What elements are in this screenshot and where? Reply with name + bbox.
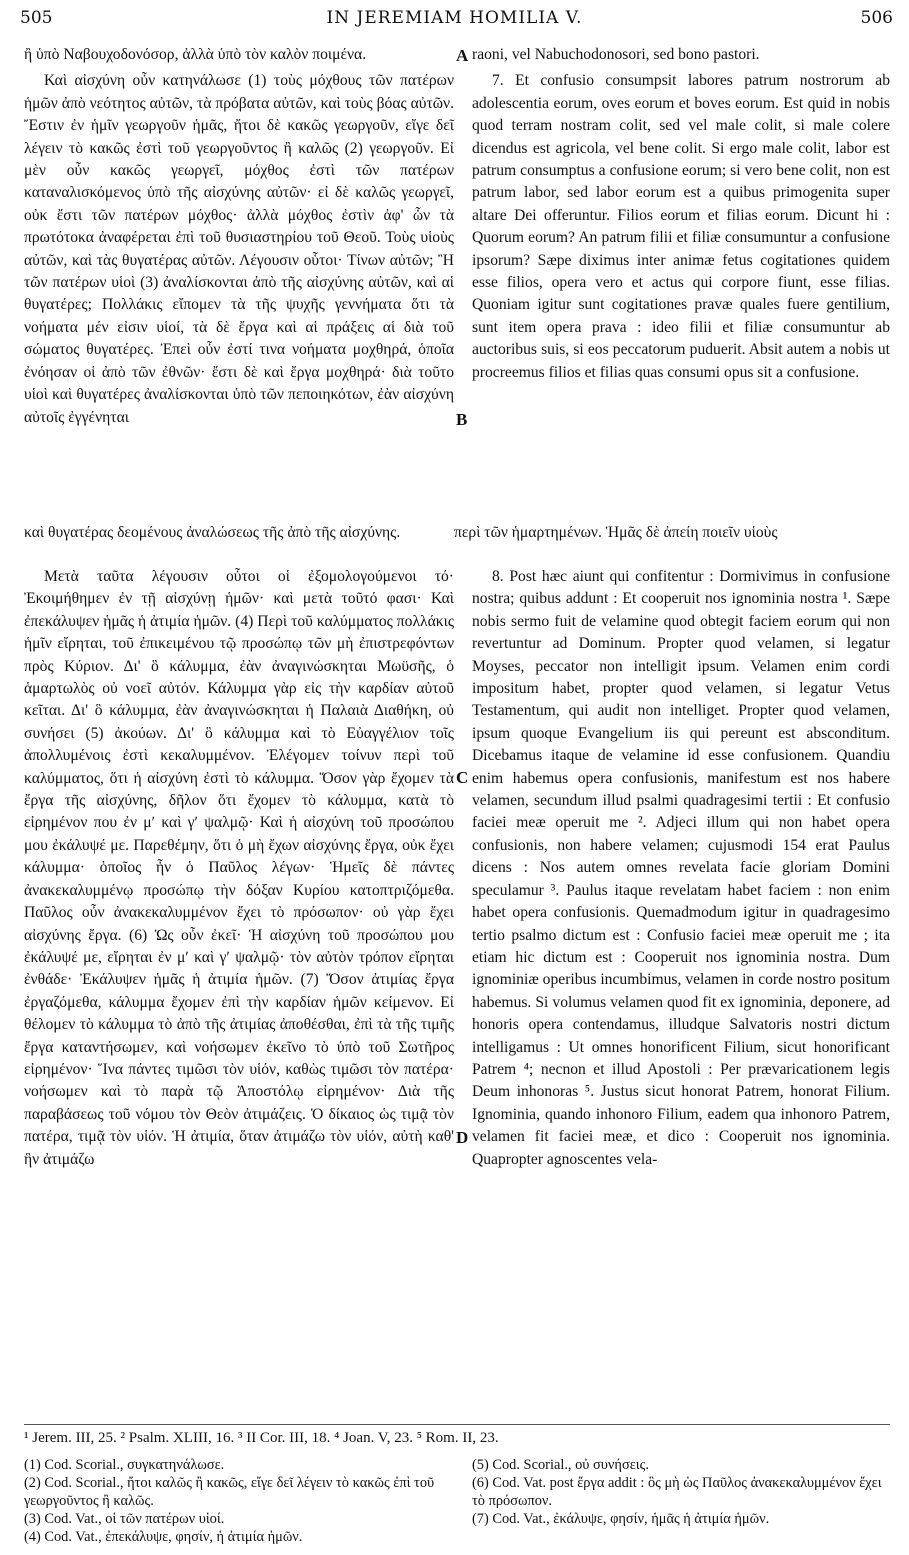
- footnote: (4) Cod. Vat., ἐπεκάλυψε, φησίν, ἡ ἀτιμία ἡμῶν.: [24, 1529, 303, 1545]
- latin-column-lower: [472, 566, 890, 1175]
- footnotes-right: [472, 1456, 890, 1528]
- margin-letter-a: A: [456, 46, 469, 65]
- greek-paragraph-1: ἢ ὑπὸ Ναβουχοδονόσορ, ἀλλὰ ὑπὸ τὸν καλὸν ποιμένα.: [24, 46, 367, 63]
- footnote-rule: [24, 1424, 890, 1425]
- latin-column: [472, 44, 890, 388]
- footnote: (5) Cod. Scorial., οὐ συνήσεις.: [472, 1457, 649, 1473]
- greek-column-lower: [24, 566, 454, 1175]
- footnote: (1) Cod. Scorial., συγκατηνάλωσε.: [24, 1457, 225, 1473]
- footnote: (2) Cod. Scorial., ἤτοι καλῶς ἢ κακῶς, εἴγε δεῖ λέγειν τὸ κακῶς ἐπὶ τοῦ γεωργοῦντος ἢ καλῶς.: [24, 1475, 435, 1509]
- footnotes-left: [24, 1456, 454, 1546]
- margin-letter-d: D: [456, 1128, 469, 1147]
- bridge-line: [24, 522, 890, 544]
- page-number-right: 506: [860, 8, 893, 28]
- running-header: [0, 6, 909, 36]
- latin-paragraph-2: 7. Et confusio consumpsit labores patrum nostrorum ab adolescentia eorum, oves eorum et boves eorum. Est quid in nobis quod terram nostram colit, sed vel male colit, si male colere dicendus est agricola, vel bene colit. Si ergo male colit, labor est patrum consumptus a confusione eorum; si vero bene colit, non est patrum labor, sed labor eorum est a quibus primogenita super altare Dei offeruntur. Filios eorum et filias eorum. Dicunt hi : Quorum eorum? An patrum filii et filiæ consumuntur a confusione ipsorum? Sæpe diximus inter animæ fetus cogitationes quidem esse filios, opera vero et actus qui corpore fiunt, esse filias. Quoniam igitur sunt cogitationes pravæ quales fuere gentilium, sunt item opera prava : ideo filii et filiæ consumuntur ab auctoribus suis, si eos peccatorum puduerit. Absit autem a nobis ut procreemus filios et filias quas consumi opus sit a confusione.: [472, 72, 890, 381]
- greek-paragraph-2: Καὶ αἰσχύνη οὖν κατηνάλωσε (1) τοὺς μόχθους τῶν πατέρων ἡμῶν ἀπὸ νεότητος αὐτῶν, τὰ πρόβατα αὐτῶν, καὶ τοὺς βόας αὐτῶν. Ἔστιν ἐν ἡμῖν γεωργοῦν ἡμᾶς, ἤτοι δὲ κακῶς γεωργοῦν, εἴγε δεῖ λέγειν τὸ κακῶς ἐστὶ τοῦ γεωργοῦντος ἢ καλῶς (2) γεωργοῦν. Εἰ μὲν οὖν κακῶς γεωργεῖ, μόχθος ἐστὶ τῶν πατέρων καταναλισκόμενος ὑπὸ τῆς αἰσχύνης αὐτῶν· εἰ δὲ καλῶς γεωργεῖ, οὐκ ἔστι τῶν πατέρων μόχθος· ἀλλὰ μόχθος ἐστὶν ἀφ' ὧν τὰ πρωτότοκα ἀναφέρεται ἐπὶ τοῦ θυσιαστηρίου τοῦ Θεοῦ. Τοὺς υἱοὺς αὐτῶν, καὶ τὰς θυγατέρας αὐτῶν. Λέγουσιν οὗτοι· Τίνων αὐτῶν; Ἢ τῶν πατέρων υἱοὶ (3) ἀναλίσκονται ἀπὸ τῆς αἰσχύνης αὐτῶν, καὶ αἱ θυγατέρες; Πολλάκις εἴπομεν τὰ τῆς ψυχῆς γεννήματα ὅτι τὰ νοήματα μέν εἰσιν υἱοί, τὰ δὲ ἔργα καὶ αἱ πράξεις αἱ διὰ τοῦ σώματος θυγατέρες. Ἐπεὶ οὖν ἐστί τινα νοήματα μοχθηρά, ὁποῖα ἐνόησαν οἱ ἀπὸ τῶν ἐθνῶν· ἔστι δὲ καὶ ἔργα μοχθηρά· διὰ τοῦτο υἱοὶ καὶ θυγατέρες ἀναλίσκονται ὑπὸ τῶν πεποιηκότων, ἐὰν αἰσχύνη αὐτοῖς ἐγγένηται: [24, 72, 454, 426]
- footnote: (7) Cod. Vat., ἐκάλυψε, φησίν, ἡμᾶς ἡ ἀτιμία ἡμῶν.: [472, 1511, 770, 1527]
- greek-column: [24, 44, 454, 433]
- margin-letter-c: C: [456, 768, 469, 787]
- scripture-references: ¹ Jerem. III, 25. ² Psalm. XLIII, 16. ³ II Cor. III, 18. ⁴ Joan. V, 23. ⁵ Rom. II, 23.: [24, 1430, 499, 1446]
- greek-paragraph-3: Μετὰ ταῦτα λέγουσιν οὗτοι οἱ ἐξομολογούμενοι τό· Ἐκοιμήθημεν ἐν τῇ αἰσχύνῃ ἡμῶν· καὶ μετὰ τοῦτό φασι· Καὶ ἐπεκάλυψεν ἡμᾶς ἡ ἀτιμία ἡμῶν. (4) Περὶ τοῦ καλύμματος πολλάκις ἡμῖν εἴρηται, τοῦ ἐπικειμένου τῷ προσώπῳ τῶν μὴ ἐπιστρεφόντων πρὸς Κύριον. Δι' ὃ κάλυμμα, ἐὰν ἀναγινώσκηται Μωϋσῆς, ὁ ἁμαρτωλὸς οὐ νοεῖ αὐτόν. Κάλυμμα γὰρ εἰς τὴν καρδίαν αὐτοῦ κεῖται. Δι' ὃ κάλυμμα, ἐὰν ἀναγινώσκηται ἡ Παλαιὰ Διαθήκη, οὐ συνήσει (5) ἀκούων. Δι' ὃ κάλυμμα καὶ τὸ Εὐαγγέλιον τοῖς ἀπολλυμένοις ἐστὶ κεκαλυμμένον. Ἐλέγομεν τοίνυν περὶ τοῦ καλύμματος, ὅτι ἡ αἰσχύνη ἐστὶ τὸ κάλυμμα. Ὅσον γὰρ ἔχομεν τὰ ἔργα τῆς αἰσχύνης, δῆλον ὅτι ἔχομεν τὸ κάλυμμα, κατὰ τὸ εἰρημένον που ἐν μʹ καὶ γʹ ψαλμῷ· Καὶ ἡ αἰσχύνη τοῦ προσώπου μου ἐκάλυψέ με. Παρεθέμην, ὅτι ὁ μὴ ἔχων αἰσχύνης ἔργα, οὐκ ἔχει κάλυμμα· ὁποῖος ἦν ὁ Παῦλος λέγων· Ἡμεῖς δὲ πάντες ἀνακεκαλυμμένῳ προσώπῳ τὴν δόξαν Κυρίου κατοπτριζόμεθα. Παῦλος οὖν ἀνακεκαλυμμένον ἔχει τὸ πρόσωπον· οὐ γὰρ ἔχει αἰσχύνης ἔργα. (6) Ὡς οὖν ἐκεῖ· Ἡ αἰσχύνη τοῦ προσώπου μου ἐκάλυψέ με, εἴρηται ἐν μʹ καὶ γʹ ψαλμῷ· τὸν αὐτὸν τρόπον εἴρηται ἐνθάδε· Ἐκάλυψεν ἡμᾶς ἡ ἀτιμία ἡμῶν. (7) Ὅσον ἀτιμίας ἔργα ἐργαζόμεθα, κάλυμμα ἔχομεν ἐπὶ τὴν καρδίαν ἡμῶν κείμενον. Εἰ θέλομεν τὸ κάλυμμα τὸ ἀπὸ τῆς ἀτιμίας ἀποθέσθαι, ἐπὶ τὰ τῆς τιμῆς ἔργα καταντήσωμεν, καὶ νοήσωμεν ἐκεῖνο τὸ ὑπὸ τοῦ Σωτῆρος εἰρημένον· Ἵνα πάντες τιμῶσι τὸν υἱόν, καθὼς τιμῶσι τὸν πατέρα· νοήσωμεν καὶ τὸ παρὰ τῷ Ἀποστόλῳ εἰρημένον· Διὰ τῆς παραβάσεως τοῦ νόμου τὸν Θεὸν ἀτιμάζεις. Ὁ δίκαιος ὡς τιμᾷ τὸν πατέρα, τιμᾷ τὸν υἱόν. Ἡ ἀτιμία, ὅταν ἀτιμάζω τὸν υἱόν, αὐτὴ καθ' ἣν ἀτιμάζω: [24, 568, 454, 1168]
- margin-letter-b: B: [456, 410, 468, 429]
- page-number-left: 505: [20, 8, 53, 28]
- footnote: (3) Cod. Vat., οἱ τῶν πατέρων υἱοί.: [24, 1511, 225, 1527]
- bridge-greek-left: καὶ θυγατέρας δεομένους ἀναλώσεως τῆς ἀπὸ τῆς αἰσχύνης.: [24, 524, 401, 541]
- running-title: IN JEREMIAM HOMILIA V.: [326, 8, 583, 28]
- latin-paragraph-1: raoni, vel Nabuchodonosori, sed bono pastori.: [472, 46, 760, 63]
- bridge-greek-right: περὶ τῶν ἡμαρτημένων. Ἡμᾶς δὲ ἀπείη ποιεῖν υἱοὺς: [454, 524, 778, 541]
- footnote: (6) Cod. Vat. post ἔργα addit : ὃς μὴ ὡς Παῦλος ἀνακεκαλυμμένον ἔχει τὸ πρόσωπον.: [472, 1475, 882, 1509]
- latin-paragraph-3: 8. Post hæc aiunt qui confitentur : Dormivimus in confusione nostra; quibus addunt : Et cooperuit nos ignominia nostra ¹. Sæpe nobis sermo fuit de velamine quod obtegit faciem eorum qui non revertuntur ad Dominum. Propter quod velamen, si legatur Moyses, peccator non intelligit ipsum. Velamen enim cordi impositum habet, propter quod velamen, si legatur Vetus Testamentum, qui audit non intelliget. Propter quod velamen, ipsum quoque Evangelium iis qui pereunt est absconditum. Dicebamus itaque de velamine id esse confusionem. Quandiu enim habemus opera confusionis, manifestum est nos habere velamen, secundum illud psalmi quadragesimi tertii : Et confusio faciei meæ operuit me ². Adjeci illum qui non habet opera confusionis, non habere velamen; cujusmodi 154 erat Paulus dicens : Nos autem omnes revelata facie gloriam Domini speculamur ³. Paulus itaque revelatam habet faciem : non enim habet opera confusionis. Quemadmodum igitur in quadragesimo tertio psalmo dictum est : Confusio faciei meæ operuit me ; ita etiam hic dictum est : Cooperuit nos ignominia nostra. Dum ignominiæ operibus incumbimus, velamen in corde nostro positum habemus. Si volumus velamen quod fit ex ignominia, deponere, ad honoris opera contendamus, illudque Salvatoris nostri dictum intelligamus : Ut omnes honorificent Filium, sicut honorificant Patrem ⁴; necnon et illud Apostoli : Per prævaricationem legis Deum inhonoras ⁵. Justus sicut honorat Patrem, honorat Filium. Ignominia, quando inhonoro Filium, eadem qua inhonoro Patrem, velamen fit faciei meæ, et dico : Cooperuit nos ignominia. Quapropter agnoscentes vela-: [472, 568, 890, 1168]
